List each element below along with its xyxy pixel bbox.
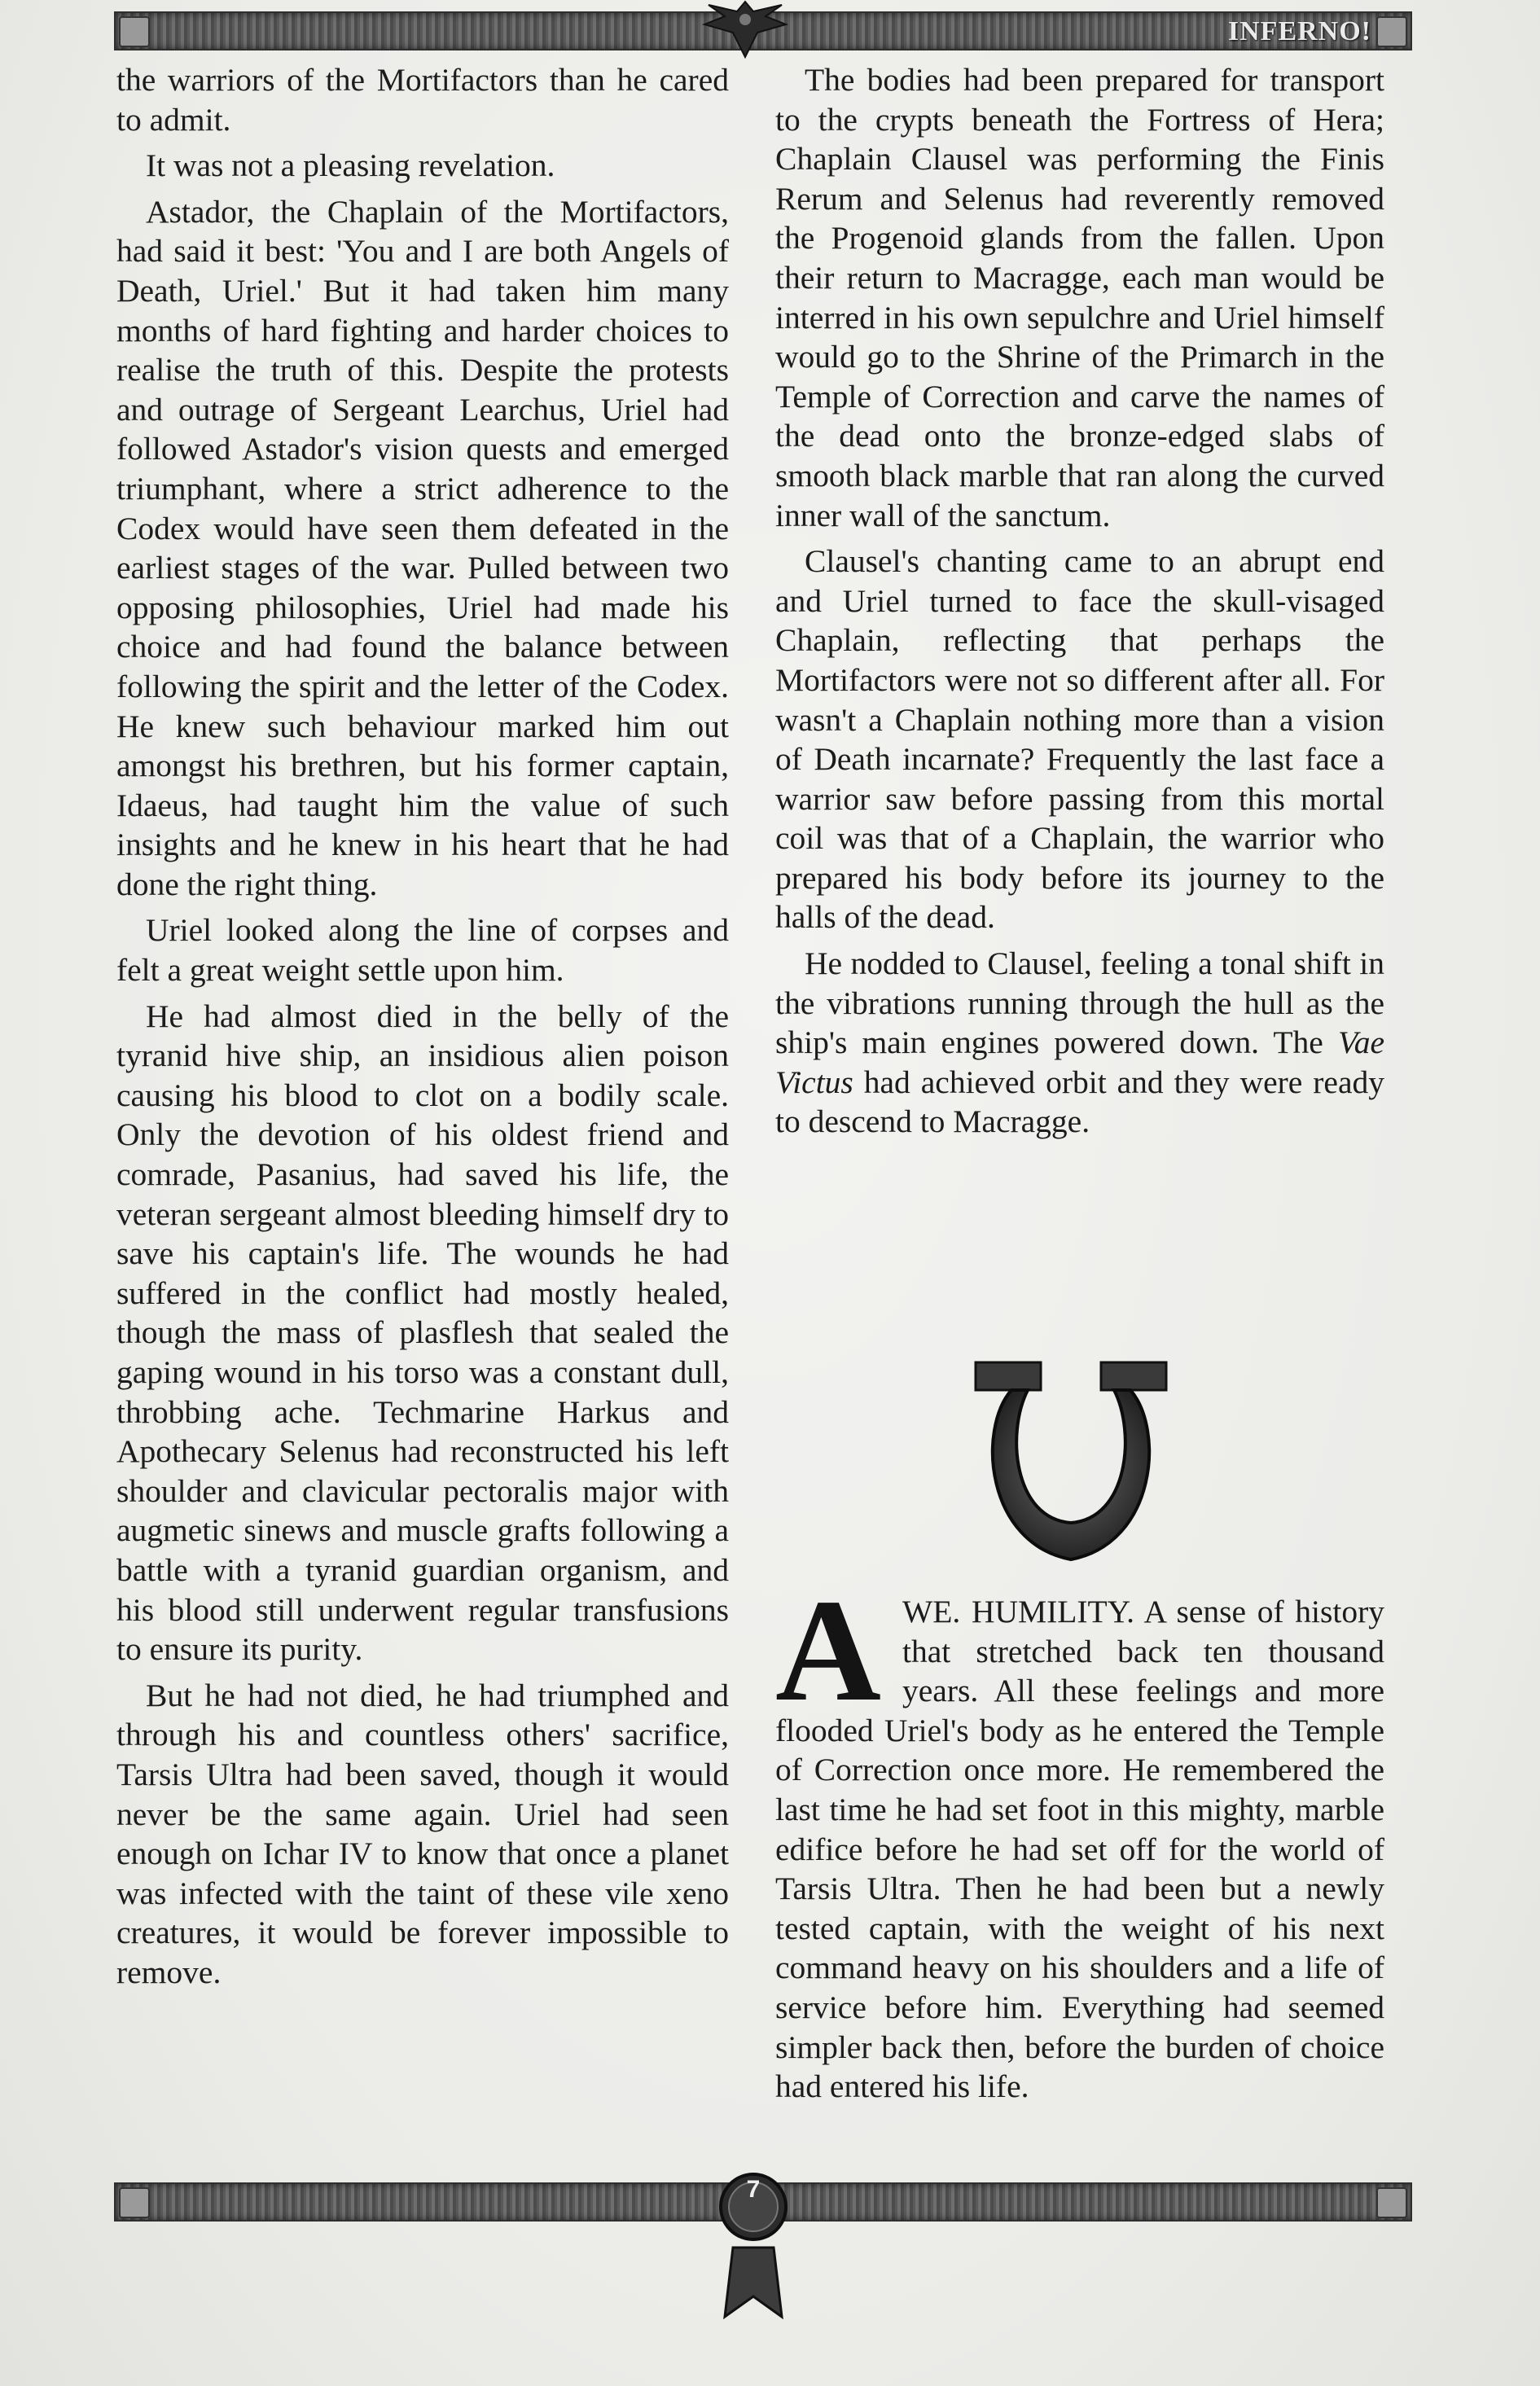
new-section <box>775 1569 1384 2107</box>
banner-end-emblem-icon <box>1376 16 1407 47</box>
ultramarines-emblem-icon <box>969 1356 1173 1576</box>
banner-end-emblem-icon <box>119 2187 150 2218</box>
drop-cap-letter: A <box>775 1569 881 1731</box>
banner-end-emblem-icon <box>119 16 150 47</box>
left-column <box>116 60 729 1999</box>
paragraph: The bodies had been prepared for transport to the crypts beneath the Fortress of Hera; Chaplain Clausel was performing the Finis Rerum and Selenus had reverently removed the Progenoid glands from the fallen. Upon their return to Macragge, each man would be interred in his own sepulchre and Uriel himself would go to the Shrine of the Primarch in the Temple of Correction and carve the names of the dead onto the bronze-edged slabs of smooth black marble that ran along the curved inner wall of the sanctum. <box>775 62 1384 533</box>
paragraph: It was not a pleasing revelation. <box>146 147 555 184</box>
right-column <box>775 60 1384 1148</box>
paragraph: the warriors of the Mortifactors than he cared to admit. <box>116 62 729 138</box>
paragraph: Astador, the Chaplain of the Mortifactors, had said it best: 'You and I are both Angels of Death, Uriel.' But it had taken him many months of hard fighting and harder choices to realise the truth of this. Despite the protests and outrage of Sergeant Learchus, Uriel had followed Astador's vision quests and emerged triumphant, where a strict adherence to the Codex would have seen them defeated in the earliest stages of the war. Pulled between two opposing philosophies, Uriel had made his choice and had found the balance between following the spirit and the letter of the Codex. He knew such behaviour marked him out amongst his brethren, but his former captain, Idaeus, had taught him the value of such insights and he knew in his heart that he had done the right thing. <box>116 193 729 902</box>
paragraph: Uriel looked along the line of corpses and felt a great weight settle upon him. <box>116 912 729 989</box>
page-number: 7 <box>746 2176 761 2203</box>
aquila-eagle-icon <box>700 0 790 59</box>
drop-cap <box>775 1569 897 1731</box>
paragraph-text: had achieved orbit and they were ready to descend to Macragge. <box>775 1064 1384 1140</box>
banner-end-emblem-icon <box>1376 2187 1407 2218</box>
paragraph: He had almost died in the belly of the tyranid hive ship, an insidious alien poison causing his blood to clot on a bodily scale. Only the devotion of his oldest friend and comrade, Pasanius, had saved his life, the veteran sergeant almost bleeding himself dry to save his captain's life. The wounds he had suffered in the conflict had mostly healed, though the mass of plasflesh that sealed the gaping wound in his torso was a constant dull, throbbing ache. Techmarine Harkus and Apothecary Selenus had reconstructed his left shoulder and clavicular pectoralis major with augmetic sinews and muscle grafts following a battle with a tyranid guardian organism, and his blood still underwent regular transfusions to ensure its purity. <box>116 998 729 1668</box>
section-tag: INFERNO! <box>1227 16 1371 46</box>
ship-name: Vae Victus <box>775 1024 1384 1100</box>
paragraph-text: He nodded to Clausel, feeling a tonal shift in the vibrations running through the hull as the ship's main engines powered down. The <box>775 945 1384 1061</box>
paragraph: But he had not died, he had triumphed and through his and countless others' sacrifice, Tarsis Ultra had been saved, though it would never be the same again. Uriel had seen enough on Ichar IV to know that once a planet was infected with the taint of these vile xeno creatures, it would be forever impossible to remove. <box>116 1677 729 1990</box>
paragraph <box>775 944 1384 1142</box>
paragraph: WE. HUMILITY. A sense of history that stretched back ten thousand years. All these feelings and more flooded Uriel's body as he entered the Temple of Correction once more. He remembered the last time he had set foot in this mighty, marble edifice before he had set off for the world of Tarsis Ultra. Then he had been but a newly tested captain, with the weight of his next command heavy on his shoulders and a life of service before him. Everything had seemed simpler back then, before the burden of choice had entered his life. <box>775 1594 1384 2105</box>
paragraph: Clausel's chanting came to an abrupt end and Uriel turned to face the skull-visaged Chaplain, reflecting that perhaps the Mortifactors were not so different after all. For wasn't a Chaplain nothing more than a vision of Death incarnate? Frequently the last face a warrior saw before passing from this mortal coil was that of a Chaplain, the warrior who prepared his body before its journey to the halls of the dead. <box>775 543 1384 936</box>
